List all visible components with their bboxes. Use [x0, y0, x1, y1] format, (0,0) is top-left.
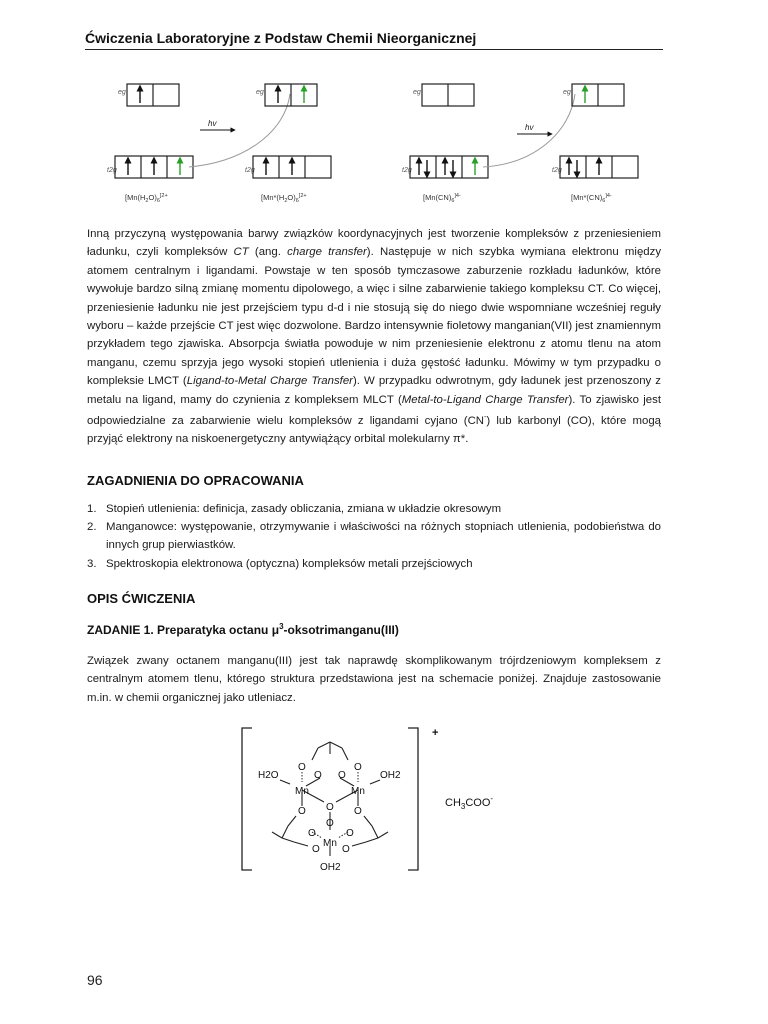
topics-list	[87, 500, 661, 573]
complex-label-4: [$Mn*(CN)_6^{]4-}$	[571, 193, 612, 204]
aqua-ligand-bottom: OH2	[320, 862, 341, 873]
complex-label-1: [$Mn(H_2O)_6^{]2+}$	[125, 193, 168, 204]
list-item: 1. Stopień utlenienia: definicja, zasady obliczania, zmiana w układzie okresowym	[87, 503, 502, 515]
list-item: 3. Spektroskopia elektronowa (optyczna) kompleksów metali przejściowych	[87, 557, 473, 570]
list-item: 2. Manganowce: występowanie, otrzymywanie i właściwości na różnych stopniach utlenienia, podobieństwa do innych grup pierwiastków.	[87, 521, 661, 552]
svg-text:O: O	[342, 844, 350, 855]
section-heading-description: OPIS ĆWICZENIA	[87, 591, 196, 606]
svg-text:O: O	[338, 770, 346, 781]
hv-label: hv	[208, 119, 217, 128]
svg-text:t2g: t2g	[552, 167, 562, 174]
diagram-mn-h2o	[107, 84, 193, 204]
page-number: 96	[87, 972, 103, 988]
svg-text:hv: hv	[525, 123, 534, 132]
charge-transfer-paragraph: Inną przyczyną występowania barwy związków koordynacyjnych jest tworzenie kompleksów z przeniesieniem ładunku, czyli kompleksów CT (ang. charge transfer). Następuje w nich szybka wymiana elektronu między atomem centralnym i ligandami. Powstaje w ten sposób tymczasowe zaburzenie rozkładu ładunków, które wywołuje bardzo silną zmianę momentu dipolowego, a więc i silne zabarwienie takiego kompleksu CT. Co więcej, przeniesienie ładunku nie jest przejściem typu d-d i nie stosują się do niego dwie wspomniane wcześniej reguły wyboru – każde przejście CT jest więc dozwolone. Bardzo intensywnie fioletowy manganian(VII) jest znamiennym przykładem tego zjawiska. Absorpcja światła powoduje w nim przeniesienie elektronu z atomu tlenu na atom manganu, czemu sprzyja jego wysoki stopień utlenienia i duża gęstość ładunku. Mówimy w tym przypadku o kompleksie LMCT (Ligand-to-Metal Charge Transfer). W przypadku odwrotnym, gdy ładunek jest przenoszony z metalu na ligand, mamy do czynienia z kompleksem MLCT (Metal-to-Ligand Charge Transfer). To zjawisko jest odpowiedzialne za zabarwienie wielu kompleksów z ligandami cyjano (CN-) lub karbonyl (CO), które mogą przyjąć elektrony na niskoenergetyczny antywiążący orbital molekularny π*.	[87, 228, 662, 446]
svg-text:O: O	[312, 844, 320, 855]
mn-atom-left: Mn	[295, 786, 309, 797]
mn-atom-bottom: Mn	[323, 838, 337, 849]
svg-text:O: O	[298, 806, 306, 817]
svg-text:eg: eg	[563, 89, 571, 96]
complex-label-2: [$Mn*(H_2O)_6^{]2+}$	[261, 193, 307, 204]
section-heading-topics: ZAGADNIENIA DO OPRACOWANIA	[87, 473, 304, 488]
svg-text:O: O	[346, 828, 354, 839]
svg-text:O: O	[326, 818, 334, 829]
complex-label-3: [$Mn(CN)_6^{]4-}$	[423, 193, 461, 204]
svg-text:O: O	[298, 762, 306, 773]
diagram-mn-star-cn	[552, 84, 638, 204]
running-header: Ćwiczenia Laboratoryjne z Podstaw Chemii Nieorganicznej	[85, 30, 663, 50]
diagram-mn-cn	[402, 84, 488, 204]
t2g-label: t2g	[107, 167, 117, 174]
oxo-oxygen: O	[326, 802, 334, 813]
orbital-splitting-diagrams	[85, 72, 685, 212]
svg-text:O: O	[308, 828, 316, 839]
charge-sign: +	[432, 727, 439, 739]
manganese-acetate-structure	[230, 720, 550, 880]
mn-atom-right: Mn	[351, 786, 365, 797]
svg-text:eg: eg	[256, 89, 264, 96]
aqua-ligand-left: H2O	[258, 770, 279, 781]
eg-label: eg	[118, 89, 126, 96]
svg-text:t2g: t2g	[245, 167, 255, 174]
task-description: Związek zwany octanem manganu(III) jest tak naprawdę skomplikowanym trójrdzeniowym kompleksem z centralnym atomem tlenu, którego struktura przedstawiona jest na schemacie poniżej. Znajduje zastosowanie m.in. w chemii organicznej jako utleniacz.	[87, 655, 661, 704]
svg-text:O: O	[314, 770, 322, 781]
counter-ion: $CH_3COO^-$	[445, 794, 494, 811]
svg-text:t2g: t2g	[402, 167, 412, 174]
svg-text:O: O	[354, 806, 362, 817]
svg-text:O: O	[354, 762, 362, 773]
svg-text:eg: eg	[413, 89, 421, 96]
task-heading: ZADANIE 1. Preparatyka octanu $\mu^3-oksotrimanganu(III)$	[87, 622, 399, 637]
aqua-ligand-right: OH2	[380, 770, 401, 781]
